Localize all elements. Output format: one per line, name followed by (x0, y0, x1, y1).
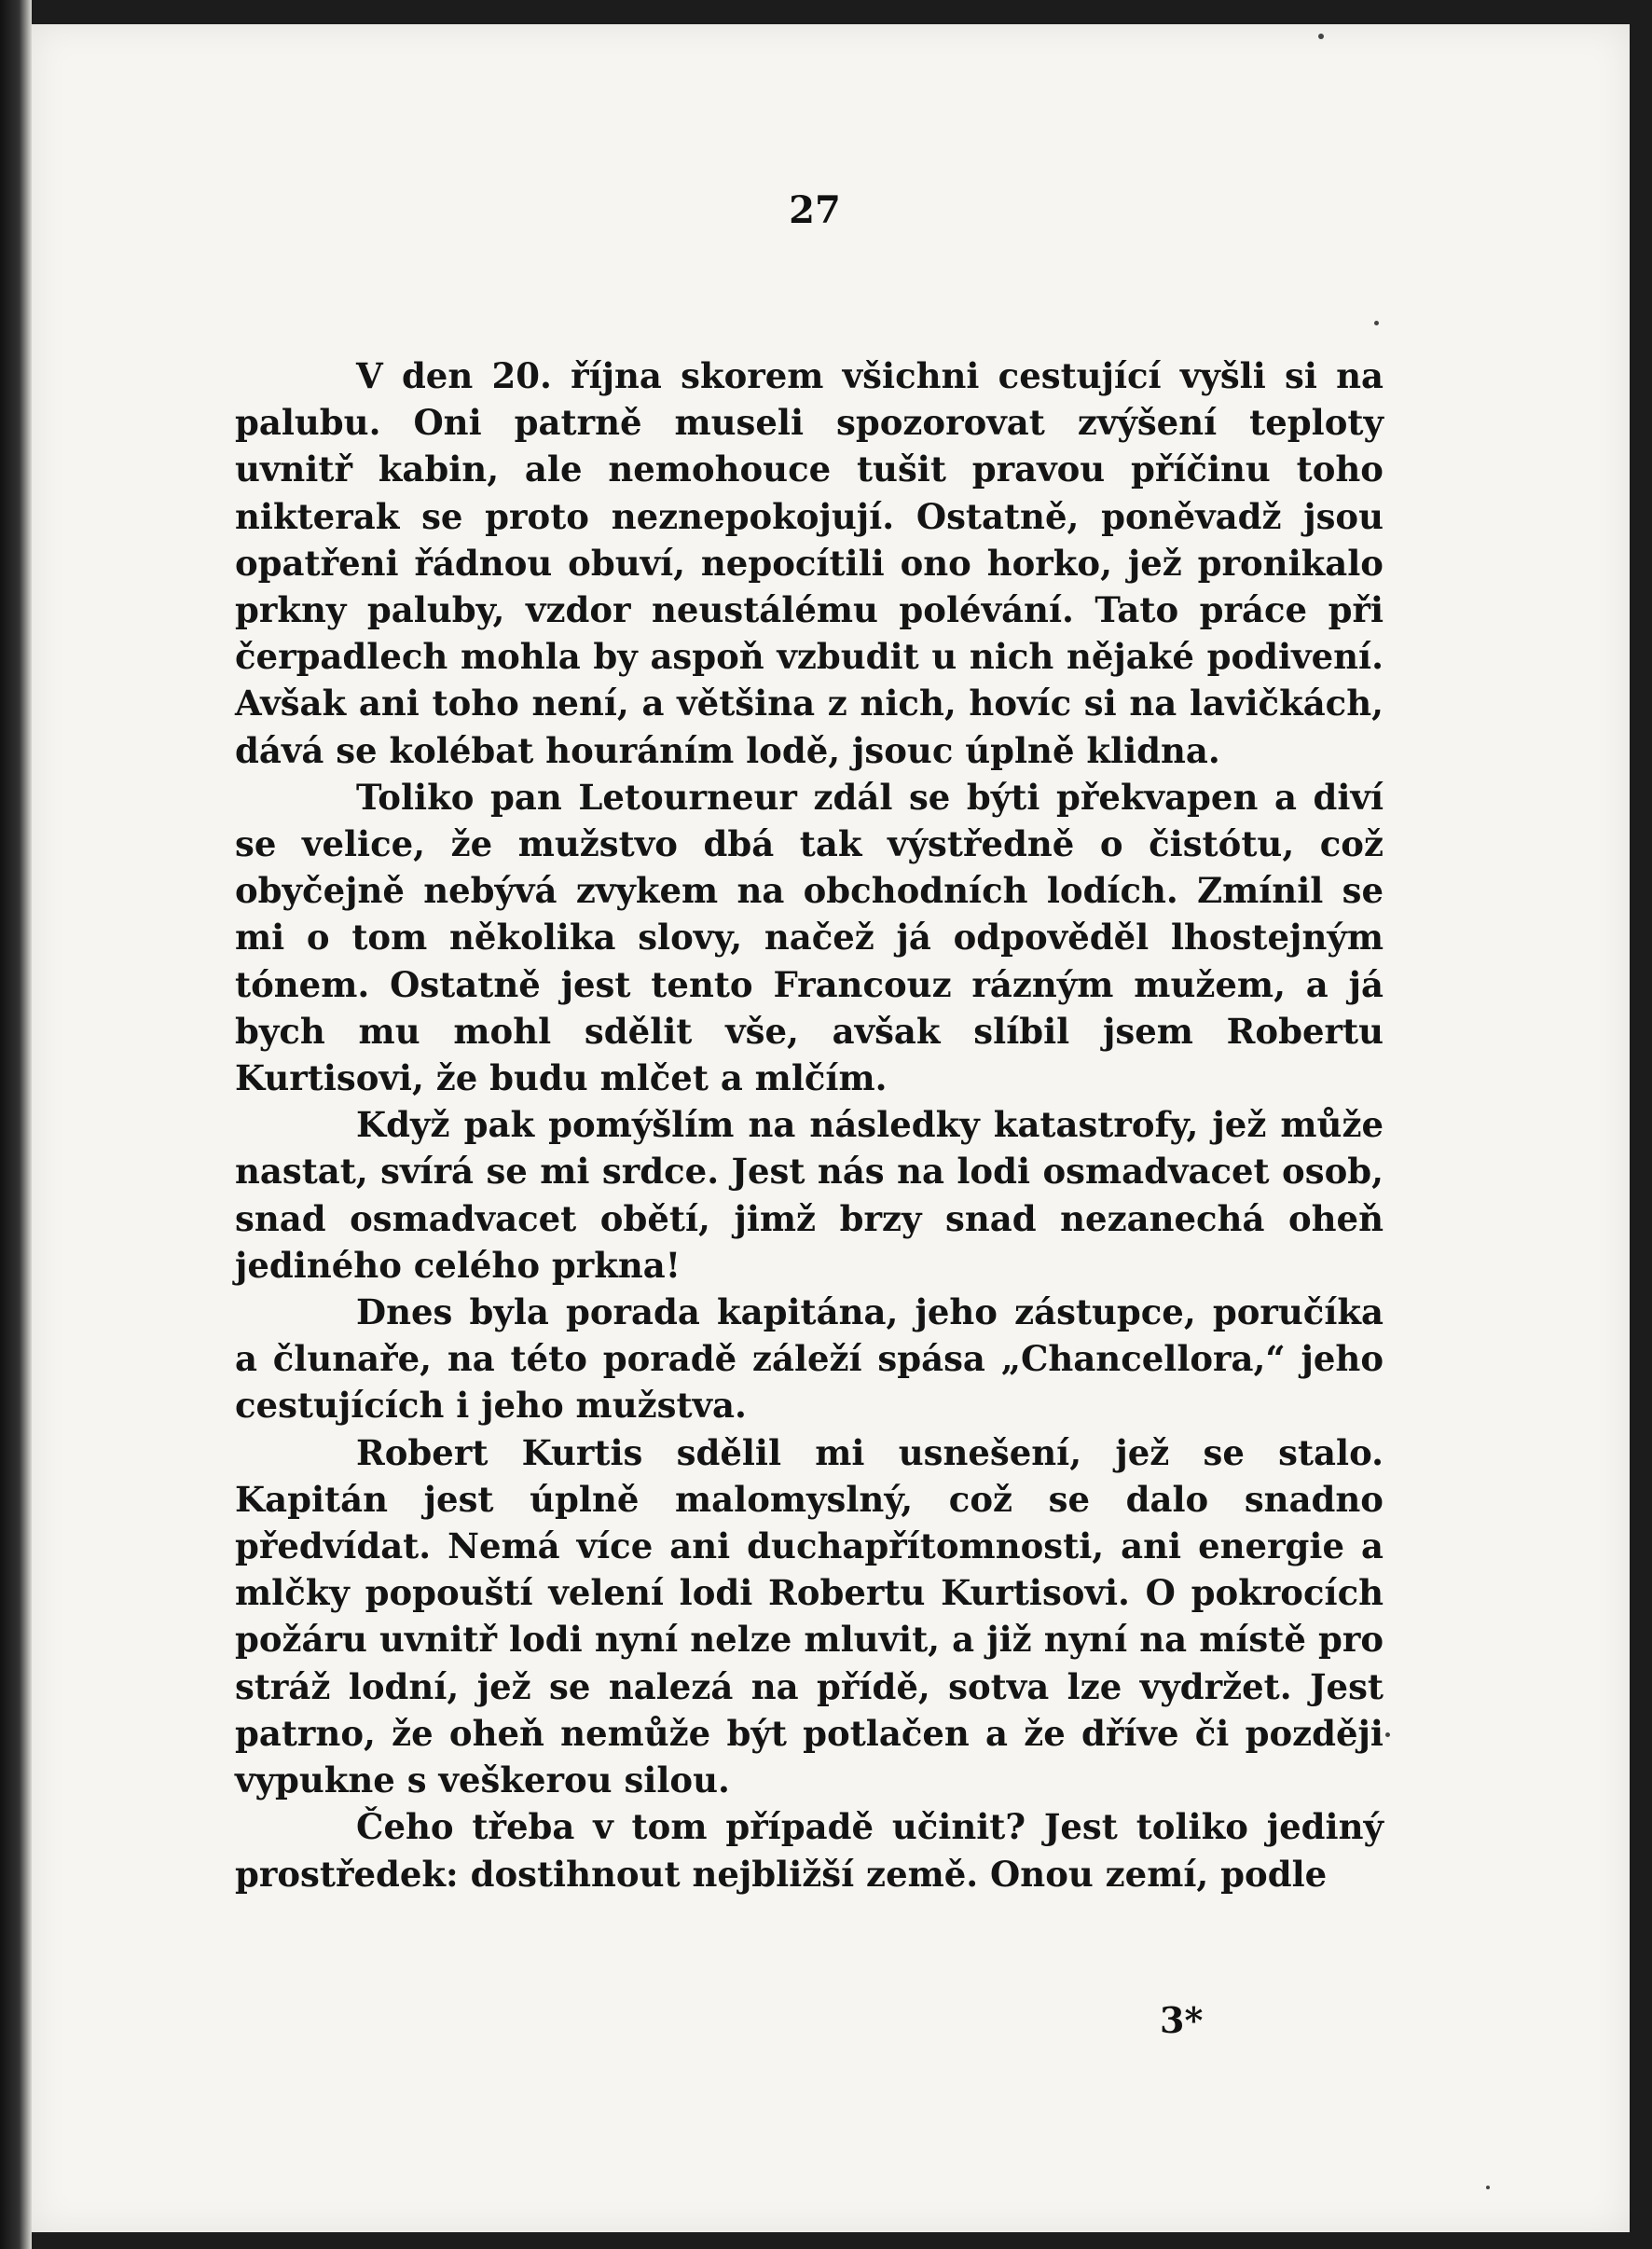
print-speck (1486, 2186, 1490, 2189)
paragraph-3: Když pak pomýšlím na následky katastrofy, jež může nastat, svírá se mi srdce. Jest nás na lodi osmadvacet osob, snad osmadvacet obětí, jimž brzy snad nezanechá oheň jediného celého prkna! (235, 1104, 1384, 1286)
paragraph-1: V den 20. října skorem všichni cestující vyšli si na palubu. Oni patrně museli spozorovat zvýšení teploty uvnitř kabin, ale nemohouce tušit pravou příčinu toho nikterak se proto neznepokojují. Ostatně, poněvadž jsou opatřeni řádnou obuví, nepocítili ono horko, jež pronikalo prkny paluby, vzdor neustálému polévání. Tato práce při čerpadlech mohla by aspoň vzbudit u nich nějaké podivení. Avšak ani toho není, a většina z nich, hovíc si na lavičkách, dává se kolébat houráním lodě, jsouc úplně klidna. (235, 355, 1384, 771)
book-page (32, 24, 1630, 2232)
print-speck (1374, 321, 1379, 325)
print-speck (1318, 34, 1324, 39)
paragraph-6: Čeho třeba v tom případě učinit? Jest toliko jediný prostředek: dostihnout nejbližší země. Onou zemí, podle (235, 1806, 1384, 1895)
page-number: 27 (789, 188, 841, 232)
signature-mark: 3* (1160, 1999, 1204, 2041)
print-speck (1385, 1732, 1390, 1737)
paragraph-2: Toliko pan Letourneur zdál se býti překvapen a diví se velice, že mužstvo dbá tak výstředně o čistótu, což obyčejně nebývá zvykem na obchodních lodích. Zmínil se mi o tom několika slovy, načež já odpověděl lhostejným tónem. Ostatně jest tento Francouz rázným mužem, a já bych mu mohl sdělit vše, avšak slíbil jsem Robertu Kurtisovi, že budu mlčet a mlčím. (235, 776, 1384, 1099)
page-binding-edge (0, 0, 32, 2249)
paragraph-4: Dnes byla porada kapitána, jeho zástupce, poručíka a člunaře, na této poradě záleží spása „Chancellora,“ jeho cestujících i jeho mužstva. (235, 1291, 1384, 1427)
body-text (235, 352, 1384, 1897)
paragraph-5: Robert Kurtis sdělil mi usnešení, jež se stalo. Kapitán jest úplně malomyslný, což se dalo snadno předvídat. Nemá více ani duchapřítomnosti, ani energie a mlčky popouští velení lodi Robertu Kurtisovi. O pokrocích požáru uvnitř lodi nyní nelze mluvit, a již nyní na místě pro stráž lodní, jež se nalezá na přídě, sotva lze vydržet. Jest patrno, že oheň nemůže být potlačen a že dříve či později vypukne s veškerou silou. (235, 1431, 1384, 1801)
